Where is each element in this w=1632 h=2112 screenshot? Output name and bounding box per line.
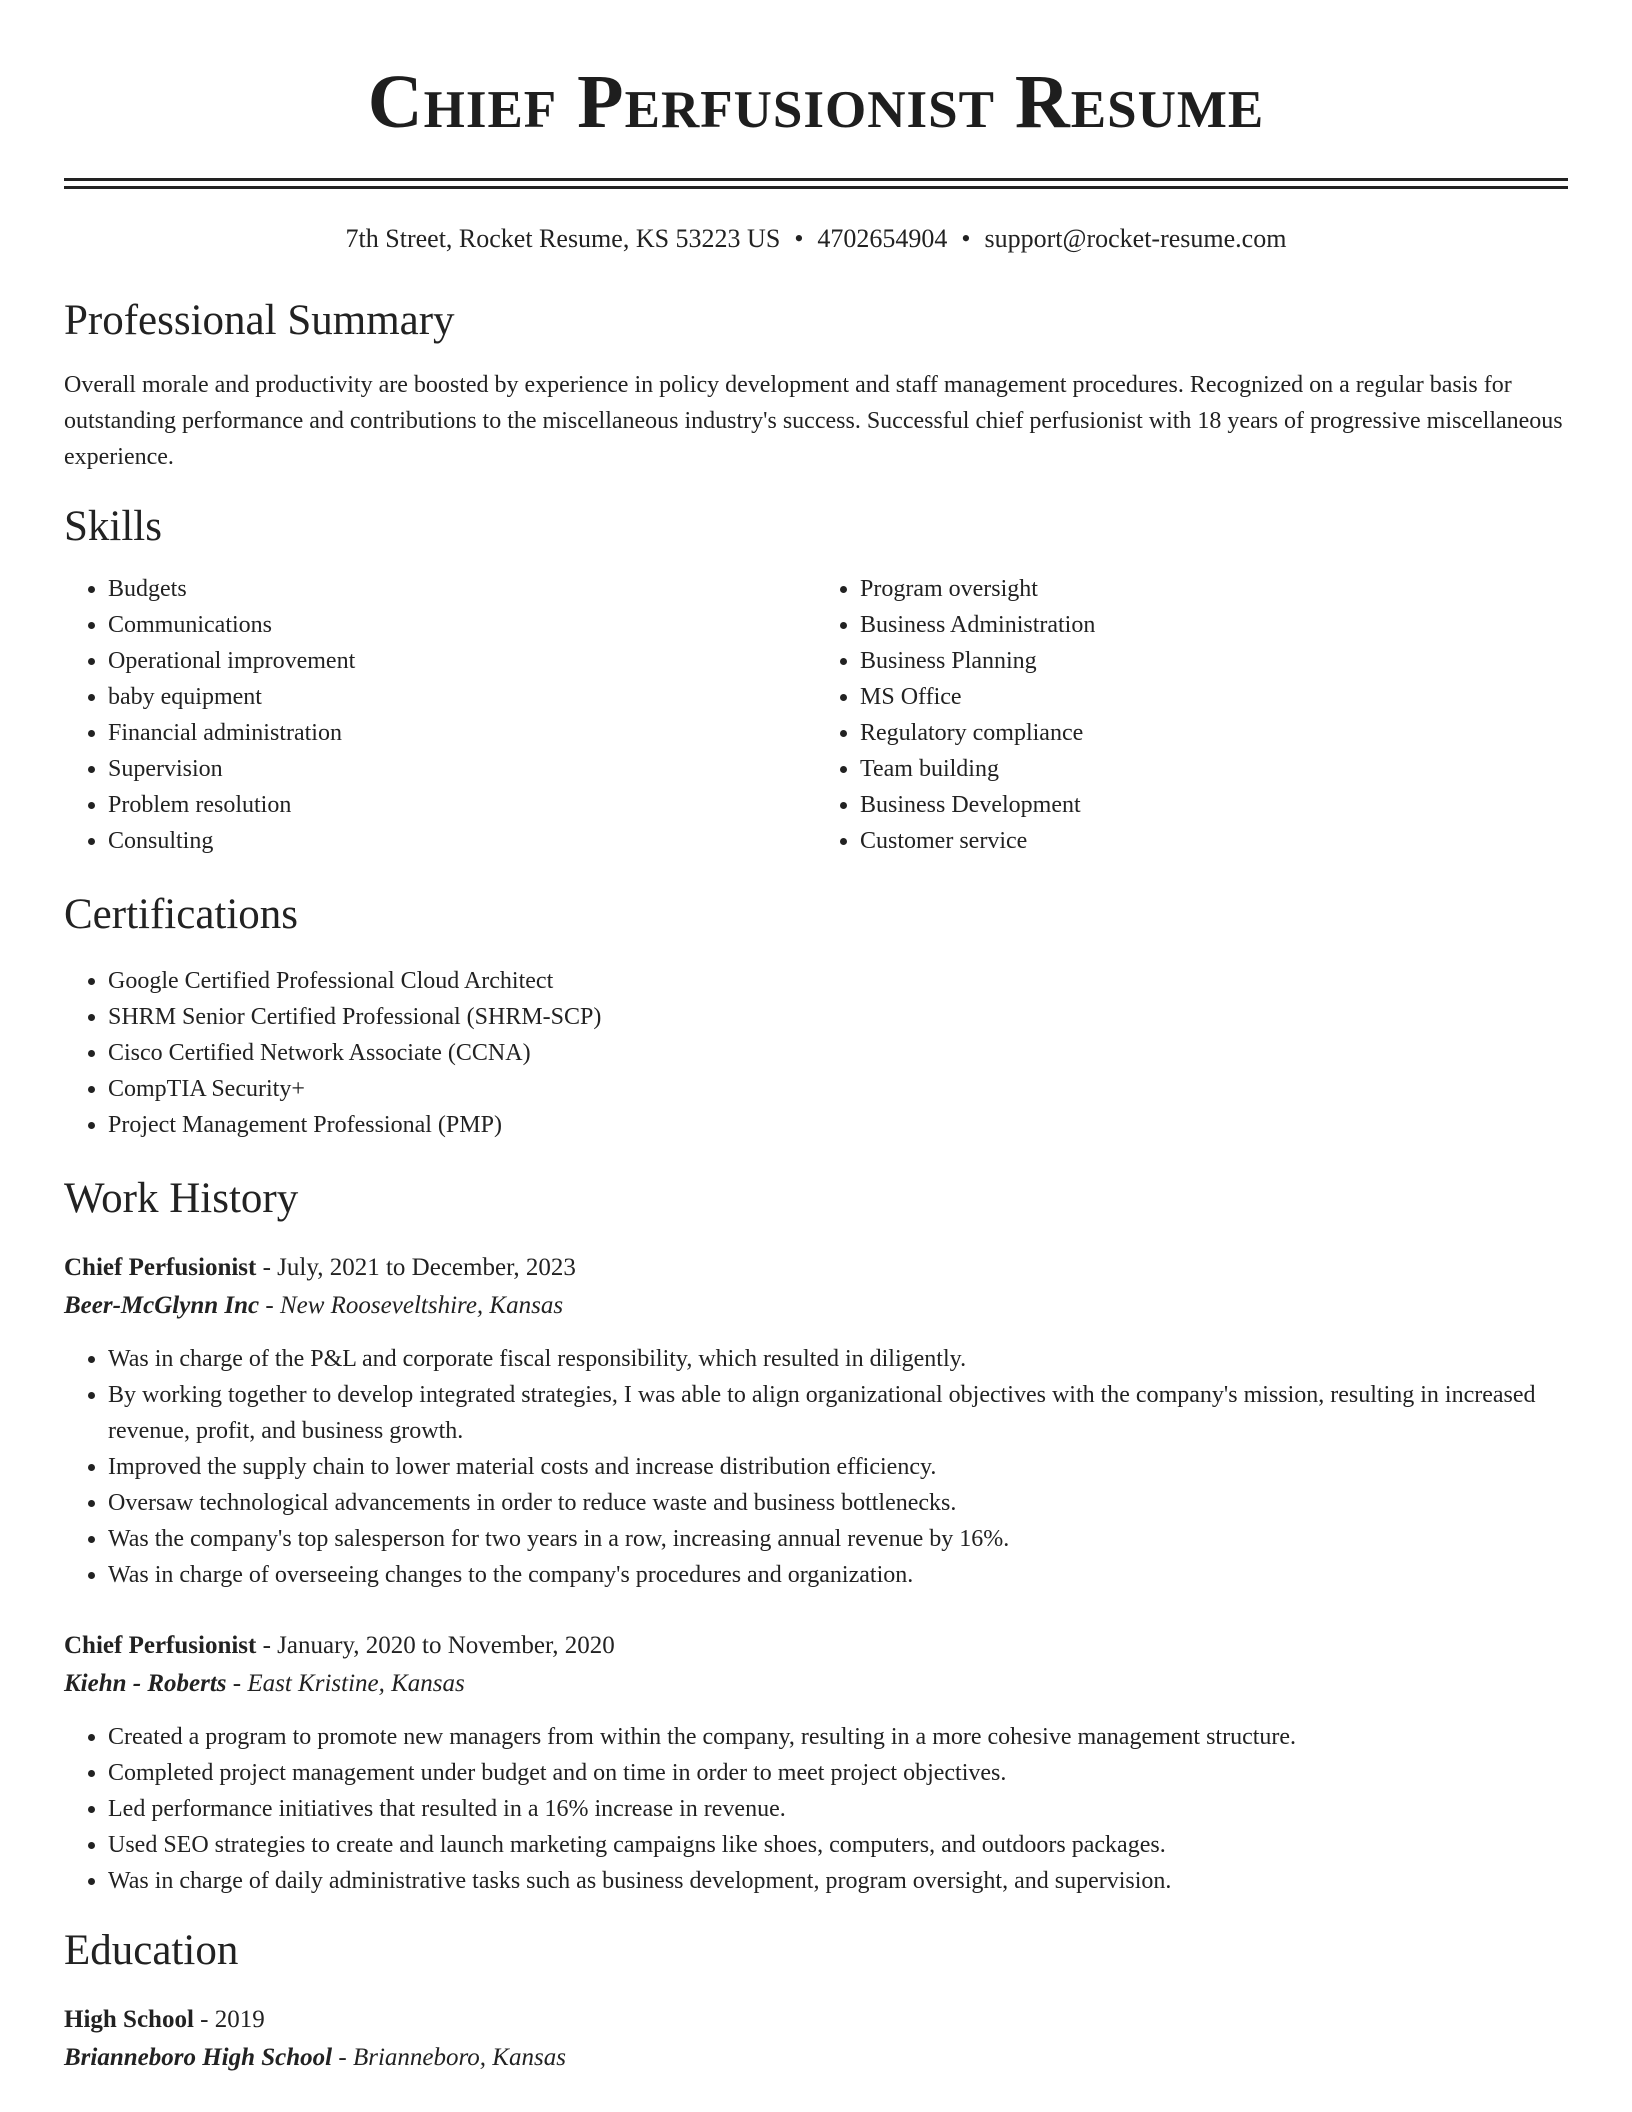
skill-item: • Communications	[108, 607, 816, 643]
certifications-section	[64, 889, 1568, 1143]
job-bullet: • Improved the supply chain to lower material costs and increase distribution efficiency.	[108, 1449, 1568, 1485]
skills-list-left	[64, 571, 816, 859]
job-entry	[64, 1627, 1568, 1899]
page-title: Chief Perfusionist Resume	[367, 60, 1265, 144]
job-bullet: • By working together to develop integrated strategies, I was able to align organizational objectives with the company's mission, resulting in increased revenue, profit, and business growth.	[108, 1377, 1568, 1449]
skill-item: • Regulatory compliance	[860, 715, 1568, 751]
skill-item: • Budgets	[108, 571, 816, 607]
skill-item: • Supervision	[108, 751, 816, 787]
job-company: Beer-McGlynn Inc	[64, 1292, 260, 1319]
job-role: Chief Perfusionist	[64, 1254, 257, 1281]
job-bullet: • Oversaw technological advancements in order to reduce waste and business bottlenecks.	[108, 1485, 1568, 1521]
skill-item: • Operational improvement	[108, 643, 816, 679]
certification-item: • Cisco Certified Network Associate (CCNA)	[108, 1035, 1568, 1071]
job-company: Kiehn - Roberts	[64, 1670, 227, 1697]
certifications-heading: Certifications	[64, 891, 299, 938]
job-bullets	[64, 1719, 1568, 1899]
summary-text: Overall morale and productivity are boosted by experience in policy development and staff management procedures. Recognized on a regular basis for outstanding performance and contributions to the miscellaneous industry's success. Successful chief perfusionist with 18 years of progressive miscellaneous experience.	[64, 372, 1563, 470]
job-bullet: • Led performance initiatives that resulted in a 16% increase in revenue.	[108, 1791, 1568, 1827]
skills-grid	[64, 571, 1568, 859]
work-history-section	[64, 1173, 1568, 1899]
certification-item: • SHRM Senior Certified Professional (SHRM-SCP)	[108, 999, 1568, 1035]
education-degree: High School	[64, 2006, 194, 2033]
job-bullet: • Created a program to promote new managers from within the company, resulting in a more cohesive management structure.	[108, 1719, 1568, 1755]
education-title-line	[64, 2001, 1568, 2039]
contact-separator: •	[961, 224, 971, 253]
skill-item: • Program oversight	[860, 571, 1568, 607]
job-company-line	[64, 1665, 1568, 1703]
skill-item: • baby equipment	[108, 679, 816, 715]
certification-item: • Project Management Professional (PMP)	[108, 1107, 1568, 1143]
job-bullet: • Was in charge of daily administrative tasks such as business development, program oversight, and supervision.	[108, 1863, 1568, 1899]
contact-email: support@rocket-resume.com	[984, 224, 1287, 253]
job-bullet: • Used SEO strategies to create and launch marketing campaigns like shoes, computers, and outdoors packages.	[108, 1827, 1568, 1863]
contact-address: 7th Street, Rocket Resume, KS 53223 US	[345, 224, 781, 253]
skill-item: • Team building	[860, 751, 1568, 787]
education-school-line	[64, 2039, 1568, 2077]
job-title-line	[64, 1627, 1568, 1665]
skills-section	[64, 501, 1568, 859]
title-double-rule	[64, 178, 1568, 189]
work-history-heading: Work History	[64, 1175, 299, 1222]
skill-item: • Consulting	[108, 823, 816, 859]
job-entry	[64, 1249, 1568, 1593]
education-heading: Education	[64, 1927, 239, 1974]
skill-item: • Business Development	[860, 787, 1568, 823]
education-section	[64, 1925, 1568, 2077]
job-bullet: • Completed project management under budget and on time in order to meet project objectives.	[108, 1755, 1568, 1791]
certification-item: • Google Certified Professional Cloud Architect	[108, 963, 1568, 999]
contact-line	[64, 223, 1568, 255]
job-bullet: • Was the company's top salesperson for two years in a row, increasing annual revenue by 16%.	[108, 1521, 1568, 1557]
skill-item: • Business Administration	[860, 607, 1568, 643]
skills-heading: Skills	[64, 503, 162, 550]
contact-phone: 4702654904	[817, 224, 948, 253]
summary-section	[64, 295, 1568, 475]
summary-heading: Professional Summary	[64, 297, 455, 344]
skill-item: • Financial administration	[108, 715, 816, 751]
education-school: Brianneboro High School	[64, 2044, 333, 2071]
job-dates: - July, 2021 to December, 2023	[256, 1254, 576, 1281]
education-location: - Brianneboro, Kansas	[332, 2044, 566, 2071]
skills-column-right	[816, 571, 1568, 859]
skill-item: • MS Office	[860, 679, 1568, 715]
job-role: Chief Perfusionist	[64, 1632, 257, 1659]
job-location: - New Rooseveltshire, Kansas	[259, 1292, 564, 1319]
skill-item: • Customer service	[860, 823, 1568, 859]
skill-item: • Problem resolution	[108, 787, 816, 823]
job-title-line	[64, 1249, 1568, 1287]
certifications-list	[64, 963, 1568, 1143]
skills-list-right	[816, 571, 1568, 859]
skill-item: • Business Planning	[860, 643, 1568, 679]
contact-separator: •	[794, 224, 804, 253]
job-location: - East Kristine, Kansas	[226, 1670, 465, 1697]
certification-item: • CompTIA Security+	[108, 1071, 1568, 1107]
job-bullets	[64, 1341, 1568, 1593]
job-bullet: • Was in charge of the P&L and corporate fiscal responsibility, which resulted in diligently.	[108, 1341, 1568, 1377]
job-bullet: • Was in charge of overseeing changes to the company's procedures and organization.	[108, 1557, 1568, 1593]
job-company-line	[64, 1287, 1568, 1325]
education-year: - 2019	[193, 2006, 265, 2033]
skills-column-left	[64, 571, 816, 859]
job-dates: - January, 2020 to November, 2020	[256, 1632, 615, 1659]
